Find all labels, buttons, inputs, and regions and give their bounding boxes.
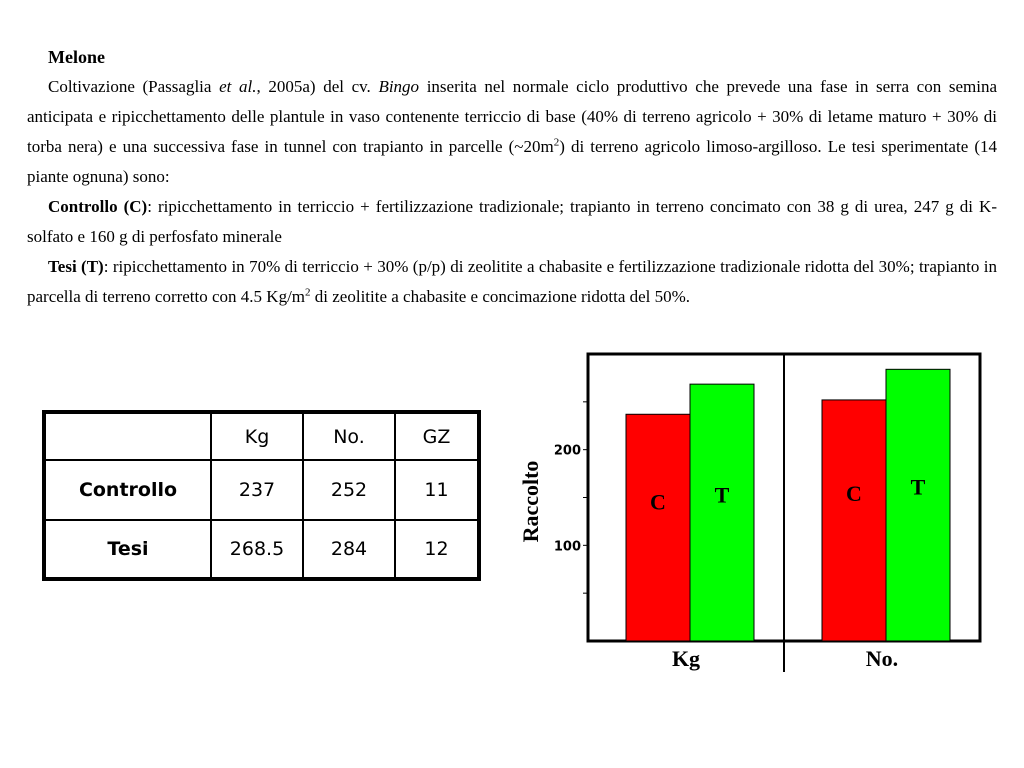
bar-T-0 — [690, 384, 754, 641]
intro-cultivar: Bingo — [378, 77, 420, 96]
table-cell: 237 — [211, 460, 303, 520]
table-cell: 284 — [303, 520, 395, 577]
tesi-text-1: : ripicchettamento in 70% di terriccio + 30% (p/p) di zeolitite a chabasite e fertilizzazione tradizionale ridotta del 30%; trapianto in parcella di terreno corretto con 4.5 Kg/m — [27, 257, 997, 306]
table-row — [46, 460, 477, 520]
table-header-row — [46, 414, 477, 460]
tesi-text-2: di zeolitite a chabasite e concimazione ridotta del 50%. — [310, 287, 691, 306]
intro-text-1: Coltivazione (Passaglia — [48, 77, 220, 96]
results-table — [42, 410, 481, 581]
bar-label: C — [846, 481, 862, 507]
table-row-label: Tesi — [46, 520, 211, 577]
table-cell: 11 — [395, 460, 477, 520]
intro-text-2: , 2005a) del cv. — [256, 77, 379, 96]
x-category-label: No. — [865, 646, 899, 671]
y-axis-label: Raccolto — [518, 460, 543, 543]
table-header-cell — [46, 414, 211, 460]
bar-label: C — [650, 489, 666, 515]
controllo-label: Controllo (C) — [48, 197, 148, 216]
bar-label: T — [714, 482, 730, 508]
intro-text-4: ) di terreno agricolo limoso-argilloso. Le tesi sperimentate (14 piante ognuna) sono: — [27, 137, 997, 186]
chart-svg — [512, 348, 992, 678]
yield-bar-chart — [512, 348, 992, 678]
paragraph-intro — [27, 72, 997, 192]
bar-T-1 — [886, 369, 950, 641]
table-cell: 12 — [395, 520, 477, 577]
table-row-label: Controllo — [46, 460, 211, 520]
bar-C-1 — [822, 400, 886, 641]
table-cell: 268.5 — [211, 520, 303, 577]
paragraph-controllo — [27, 192, 997, 252]
tesi-label: Tesi (T) — [48, 257, 104, 276]
intro-text-3: inserita nel normale ciclo produttivo che prevede una fase in serra con semina anticipata e ripicchettamento delle plantule in vaso contenente terriccio di base (40% di terreno agricolo + 30% di letame maturo + 30% di torba nera) e una successiva fase in tunnel con trapianto in parcelle (~20m — [27, 77, 997, 156]
controllo-text: : ripicchettamento in terriccio + fertilizzazione tradizionale; trapianto in terreno concimato con 38 g di urea, 247 g di K-solfato e 160 g di perfosfato minerale — [27, 197, 997, 246]
table-header-cell: No. — [303, 414, 395, 460]
x-category-label: Kg — [671, 646, 701, 671]
page-title: Melone — [48, 47, 105, 67]
intro-et-al: et al. — [219, 77, 257, 96]
tesi-superscript: 2 — [305, 286, 311, 299]
intro-superscript: 2 — [553, 136, 560, 149]
table-header-cell: GZ — [395, 414, 477, 460]
table-cell: 252 — [303, 460, 395, 520]
document-body — [27, 42, 997, 312]
table-row — [46, 520, 477, 577]
table-header-cell: Kg — [211, 414, 303, 460]
y-tick-label: 200 — [553, 443, 581, 459]
bar-label: T — [910, 474, 926, 500]
bar-C-0 — [626, 414, 690, 641]
y-tick-label: 100 — [553, 539, 581, 555]
paragraph-tesi — [27, 252, 997, 312]
